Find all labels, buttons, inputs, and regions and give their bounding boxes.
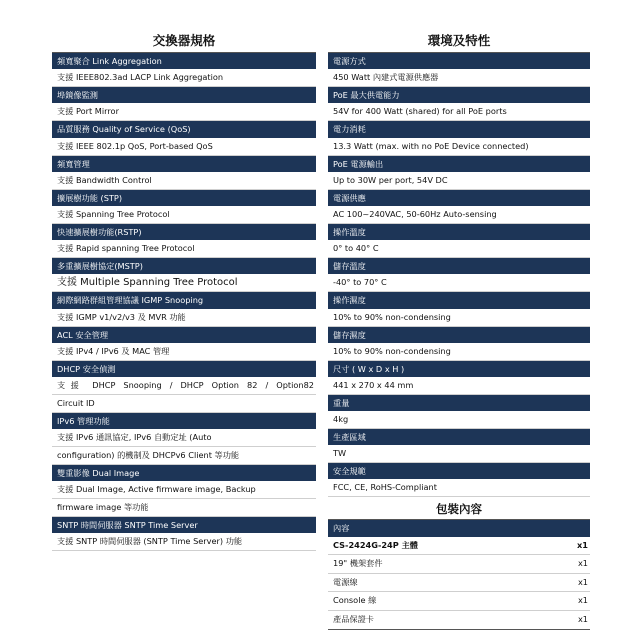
switch-spec-title: 交換器規格 [52, 30, 316, 53]
spec-heading: 多重擴展樹協定(MSTP) [52, 258, 316, 274]
spec-value: 10% to 90% non-condensing [328, 343, 590, 361]
spec-heading: SNTP 時間伺服器 SNTP Time Server [52, 517, 316, 533]
spec-heading: 儲存濕度 [328, 327, 590, 343]
spec-heading: 操作濕度 [328, 292, 590, 308]
spec-value: AC 100~240VAC, 50-60Hz Auto-sensing [328, 206, 590, 224]
environment-title: 環境及特性 [328, 30, 590, 53]
spec-heading: 頻寬聚合 Link Aggregation [52, 53, 316, 69]
spec-heading: 雙重影像 Dual Image [52, 465, 316, 481]
package-title: 包裝內容 [328, 499, 590, 520]
package-header: 內容 [328, 520, 590, 536]
spec-heading: 網際網路群組管理協議 IGMP Snooping [52, 292, 316, 308]
spec-heading: 尺寸 ( W x D x H ) [328, 361, 590, 377]
package-item-name: CS-2424G-24P 主體 [333, 539, 418, 550]
spec-value: 支援 Bandwidth Control [52, 172, 316, 190]
spec-heading: DHCP 安全偵測 [52, 361, 316, 377]
spec-value: 支援 IPv4 / IPv6 及 MAC 管理 [52, 343, 316, 361]
spec-value: 支援 IEEE802.3ad LACP Link Aggregation [52, 69, 316, 87]
spec-value: 支援 SNTP 時間伺服器 (SNTP Time Server) 功能 [52, 533, 316, 551]
package-item-name: 產品保證卡 [333, 614, 374, 624]
environment-column [328, 30, 590, 630]
spec-heading: 安全規範 [328, 463, 590, 479]
package-list [328, 537, 590, 630]
spec-value: 4kg [328, 411, 590, 429]
package-item-qty: x1 [577, 558, 588, 569]
spec-heading: 重量 [328, 395, 590, 411]
spec-value: 支援 Rapid spanning Tree Protocol [52, 240, 316, 258]
spec-value: -40° to 70° C [328, 274, 590, 292]
spec-value: 0° to 40° C [328, 240, 590, 258]
spec-value: 441 x 270 x 44 mm [328, 377, 590, 395]
spec-value: FCC, CE, RoHS-Compliant [328, 479, 590, 497]
spec-heading: 生產區域 [328, 429, 590, 445]
package-item-qty: x1 [577, 576, 588, 587]
spec-value: 支援 IEEE 802.1p QoS, Port-based QoS [52, 138, 316, 156]
switch-spec-column [52, 30, 316, 551]
spec-value: Up to 30W per port, 54V DC [328, 172, 590, 190]
spec-heading: 快速擴展樹功能(RSTP) [52, 224, 316, 240]
spec-value: 支援 Port Mirror [52, 103, 316, 121]
package-item-qty: x1 [577, 539, 588, 550]
spec-heading: ACL 安全管理 [52, 327, 316, 343]
spec-heading: IPv6 管理功能 [52, 413, 316, 429]
package-item-name: 19" 機架套件 [333, 558, 383, 569]
switch-spec-table [52, 53, 316, 551]
package-item-name: Console 線 [333, 595, 377, 606]
package-item [328, 574, 590, 593]
package-item [328, 592, 590, 611]
spec-heading: PoE 最大供電能力 [328, 87, 590, 103]
spec-value: firmware image 等功能 [52, 499, 316, 517]
spec-heading: 電源供應 [328, 190, 590, 206]
spec-heading: 擴展樹功能 (STP) [52, 190, 316, 206]
spec-value: 13.3 Watt (max. with no PoE Device connected) [328, 138, 590, 156]
spec-value: configuration) 的機制及 DHCPv6 Client 等功能 [52, 447, 316, 465]
spec-heading: 頻寬管理 [52, 156, 316, 172]
spec-heading: 電力消耗 [328, 121, 590, 137]
spec-value: 54V for 400 Watt (shared) for all PoE ports [328, 103, 590, 121]
spec-value: 支援 Multiple Spanning Tree Protocol [52, 274, 316, 292]
spec-value: 450 Watt 內建式電源供應器 [328, 69, 590, 87]
package-item [328, 537, 590, 556]
spec-value: 10% to 90% non-condensing [328, 309, 590, 327]
package-item [328, 611, 590, 630]
spec-heading: 電源方式 [328, 53, 590, 69]
spec-heading: PoE 電源輸出 [328, 156, 590, 172]
spec-value: 支援 IGMP v1/v2/v3 及 MVR 功能 [52, 309, 316, 327]
environment-table [328, 53, 590, 497]
spec-value: Circuit ID [52, 395, 316, 413]
spec-heading: 埠鏡像監測 [52, 87, 316, 103]
spec-heading: 品質服務 Quality of Service (QoS) [52, 121, 316, 137]
package-item [328, 555, 590, 574]
spec-value: TW [328, 445, 590, 463]
spec-value: 支援 DHCP Snooping / DHCP Option 82 / Option82 [52, 377, 316, 395]
package-item-name: 電源線 [333, 576, 358, 587]
package-item-qty: x1 [577, 595, 588, 606]
spec-value: 支援 Spanning Tree Protocol [52, 206, 316, 224]
spec-heading: 操作溫度 [328, 224, 590, 240]
spec-value: 支援 Dual Image, Active firmware image, Backup [52, 481, 316, 499]
spec-heading: 儲存溫度 [328, 258, 590, 274]
spec-value: 支援 IPv6 通訊協定, IPv6 自動定址 (Auto [52, 429, 316, 447]
package-item-qty: x1 [577, 614, 588, 624]
